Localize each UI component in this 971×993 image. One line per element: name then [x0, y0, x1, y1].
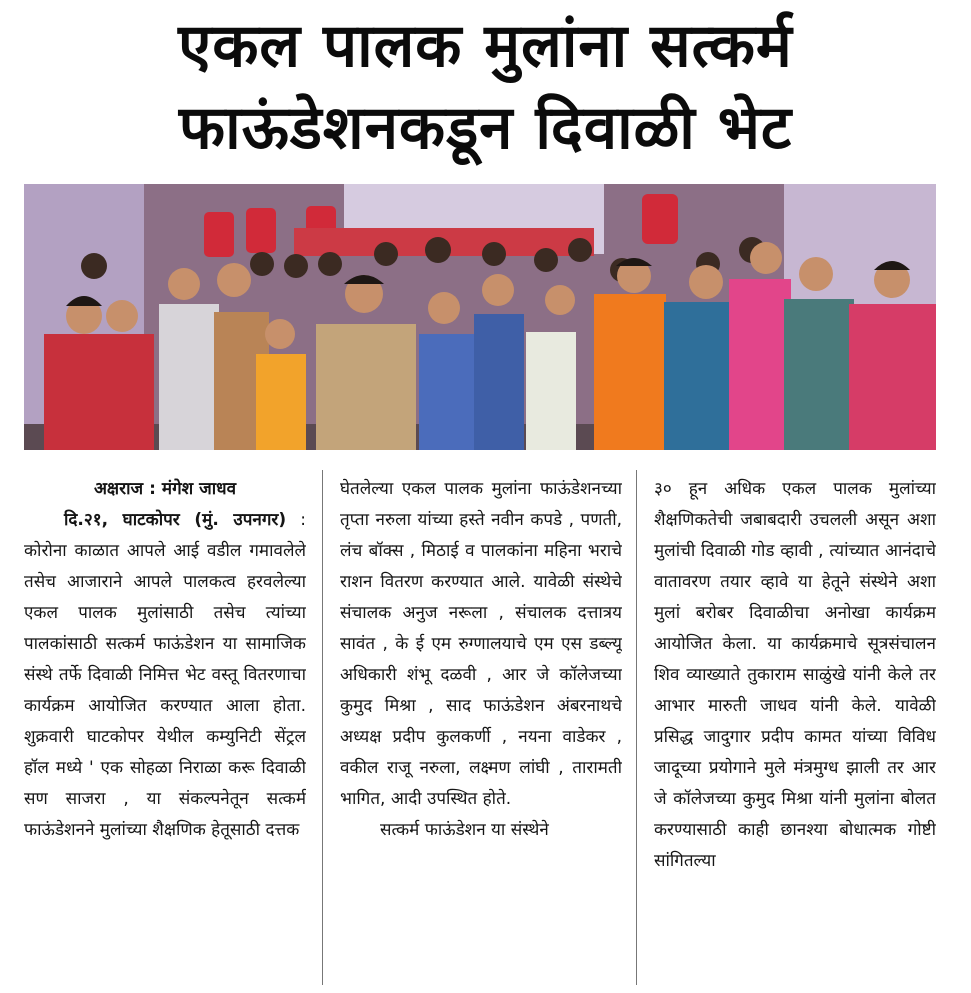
article-text-column-1: : कोरोना काळात आपले आई वडील गमावलेले तसेच आजाराने आपले पालकत्व हरवलेल्या एकल पालक मुलांसाठी तसेच त्यांच्या पालकांसाठी सत्कर्म फाऊंडेशन या सामाजिक संस्थे तर्फे दिवाळी निमित्त भेट वस्तू वितरणाचा कार्यक्रम आयोजित करण्यात आला होता. शुक्रवारी घाटकोपर येथील कम्युनिटी सेंट्रल हॉल मध्ये ' एक सोहळा निराळा करू दिवाळी सण साजरा , या संकल्पनेतून सत्कर्म फाऊंडेशनने मुलांच्या शैक्षणिक हेतूसाठी दत्तक: [24, 510, 306, 840]
byline-name: मंगेश जाधव: [161, 479, 237, 499]
column-divider: [322, 470, 323, 985]
byline: [24, 474, 306, 505]
group-photo: [24, 184, 936, 450]
article-text-column-2: घेतलेल्या एकल पालक मुलांना फाऊंडेशनच्या तृप्ता नरुला यांच्या हस्ते नवीन कपडे , पणती, लंच बॉक्स , मिठाई व पालकांना महिना भराचे राशन वितरण करण्यात आले. यावेळी संस्थेचे संचालक अनुज नरूला , संचालक दत्तात्रय सावंत , के ई एम रुग्णालयाचे एम एस डब्ल्यू अधिकारी शंभू दळवी , आर जे कॉलेजच्या कुमुद मिश्रा , साद फाऊंडेशन अंबरनाथचे अध्यक्ष प्रदीप कुलकर्णी , नयना वाडेकर , वकील राजू नरुला, लक्ष्मण लांघी , तारामती भागित, आदी उपस्थित होते.: [340, 479, 622, 809]
headline-line-1: एकल पालक मुलांना सत्कर्म: [178, 11, 793, 81]
dateline: दि.२१, घाटकोपर (मुं. उपनगर): [64, 510, 287, 530]
article-text-column-2-para-2: सत्कर्म फाऊंडेशन या संस्थेने: [380, 820, 549, 840]
article-column-2: [340, 474, 622, 984]
headline-line-2: फाऊंडेशनकडून दिवाळी भेट: [178, 93, 793, 163]
article-column-1: [24, 474, 306, 984]
column-divider: [636, 470, 637, 985]
article-text-column-3: ३० हून अधिक एकल पालक मुलांच्या शैक्षणिकतेची जबाबदारी उचलली असून अशा मुलांची दिवाळी गोड व्हावी , त्यांच्यात आनंदाचे वातावरण तयार व्हावे या हेतूने संस्थेने अशा मुलां बरोबर दिवाळीचा अनोखा कार्यक्रम आयोजित केला. या कार्यक्रमाचे सूत्रसंचालन शिव व्याख्याते तुकाराम साळुंखे यांनी केले तर आभार मारुती जाधव यांनी केले. यावेळी प्रसिद्ध जादुगार प्रदीप कामत यांच्या विविध जादूच्या प्रयोगाने मुले मंत्रमुग्ध झाली तर आर जे कॉलेजच्या कुमुद मिश्रा यांनी मुलांना बोलत करण्यासाठी काही छानश्या बोधात्मक गोष्टी सांगितल्या: [654, 479, 936, 871]
byline-label: अक्षराज: [93, 479, 144, 499]
article-column-3: [654, 474, 936, 984]
byline-separator: :: [149, 479, 156, 499]
group-photo-illustration: [24, 184, 936, 450]
